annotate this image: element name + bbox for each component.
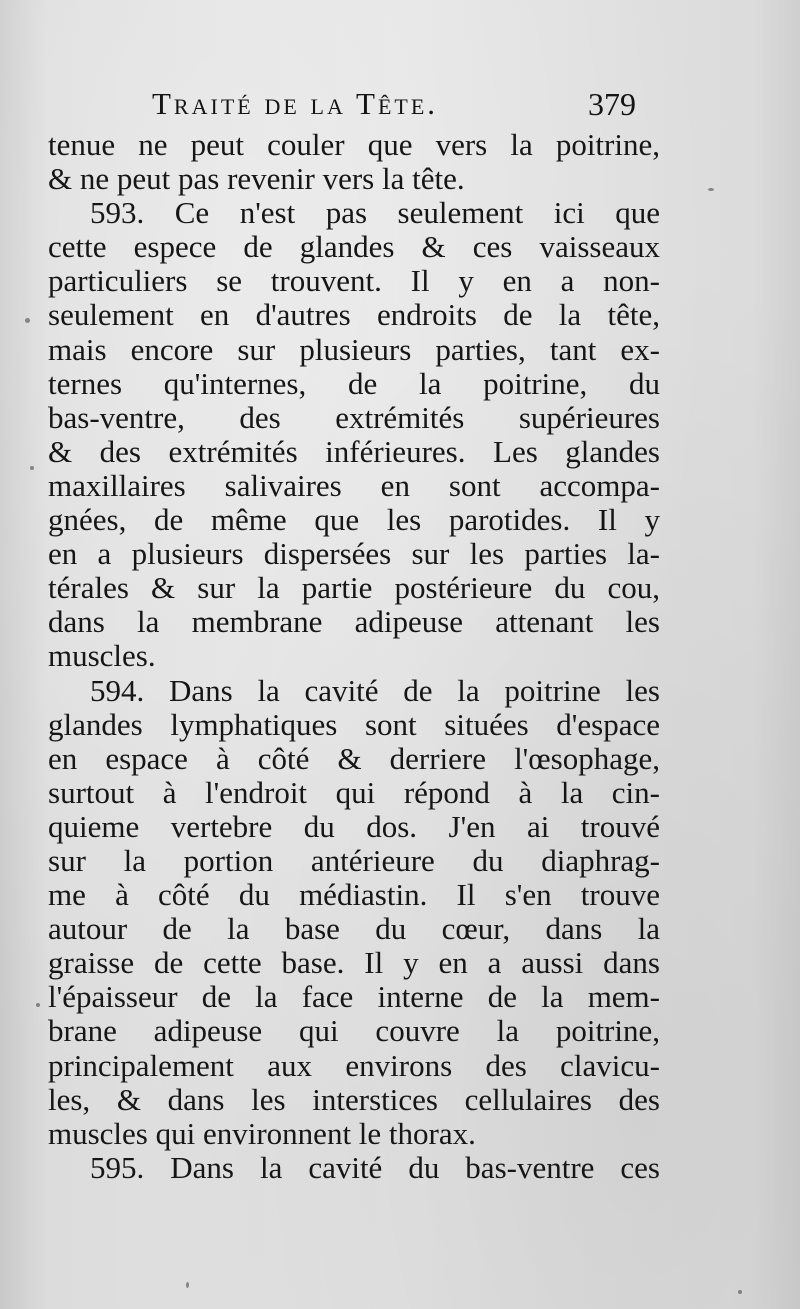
paper-speck bbox=[30, 466, 34, 470]
text-line: gnées, de même que les parotides. Il y bbox=[48, 503, 660, 538]
body-text bbox=[48, 128, 660, 1185]
paper-speck bbox=[25, 318, 30, 323]
text-line: térales & sur la partie postérieure du cou, bbox=[48, 571, 660, 606]
text-line: tenue ne peut couler que vers la poitrine, bbox=[48, 128, 660, 162]
text-line: principalement aux environs des clavicu- bbox=[48, 1048, 660, 1083]
text-line: & des extrémités inférieures. Les glandes bbox=[48, 434, 660, 469]
text-line: autour de la base du cœur, dans la bbox=[48, 912, 660, 947]
paragraph-595-start: 595. Dans la cavité du bas-ventre ces bbox=[90, 1150, 660, 1185]
text-line: me à côté du médiastin. Il s'en trouve bbox=[48, 878, 660, 913]
text-line: l'épaisseur de la face interne de la mem- bbox=[48, 980, 660, 1015]
paper-speck bbox=[186, 1282, 189, 1288]
text-line: & ne peut pas revenir vers la tête. bbox=[48, 162, 465, 197]
running-head: Traité de la Tête. bbox=[152, 86, 439, 121]
text-line: surtout à l'endroit qui répond à la cin- bbox=[48, 775, 660, 810]
text-line: muscles qui environnent le thorax. bbox=[48, 1116, 476, 1151]
paragraph-594-start: 594. Dans la cavité de la poitrine les bbox=[90, 673, 660, 708]
text-line: les, & dans les interstices cellulaires des bbox=[48, 1082, 660, 1117]
paper-speck bbox=[738, 1290, 742, 1294]
text-line: en a plusieurs dispersées sur les parties la- bbox=[48, 537, 660, 572]
text-line: sur la portion antérieure du diaphrag- bbox=[48, 843, 660, 878]
paper-speck bbox=[708, 188, 714, 191]
text-line: mais encore sur plusieurs parties, tant ex- bbox=[48, 332, 660, 367]
text-line: graisse de cette base. Il y en a aussi dans bbox=[48, 946, 660, 981]
text-line: particuliers se trouvent. Il y en a non- bbox=[48, 264, 660, 299]
text-line: glandes lymphatiques sont situées d'espace bbox=[48, 707, 660, 742]
text-line: maxillaires salivaires en sont accompa- bbox=[48, 468, 660, 503]
text-line: cette espece de glandes & ces vaisseaux bbox=[48, 230, 660, 265]
text-line: bas-ventre, des extrémités supérieures bbox=[48, 400, 660, 435]
text-line: ternes qu'internes, de la poitrine, du bbox=[48, 366, 660, 401]
paragraph-593-start: 593. Ce n'est pas seulement ici que bbox=[90, 196, 660, 231]
paper-speck bbox=[36, 1003, 40, 1007]
text-line: seulement en d'autres endroits de la tête, bbox=[48, 298, 660, 333]
text-line: dans la membrane adipeuse attenant les bbox=[48, 605, 660, 640]
text-line: brane adipeuse qui couvre la poitrine, bbox=[48, 1014, 660, 1049]
text-line: muscles. bbox=[48, 639, 156, 674]
text-line: en espace à côté & derriere l'œsophage, bbox=[48, 741, 660, 776]
page-number: 379 bbox=[588, 86, 636, 122]
text-line: quieme vertebre du dos. J'en ai trouvé bbox=[48, 809, 660, 844]
